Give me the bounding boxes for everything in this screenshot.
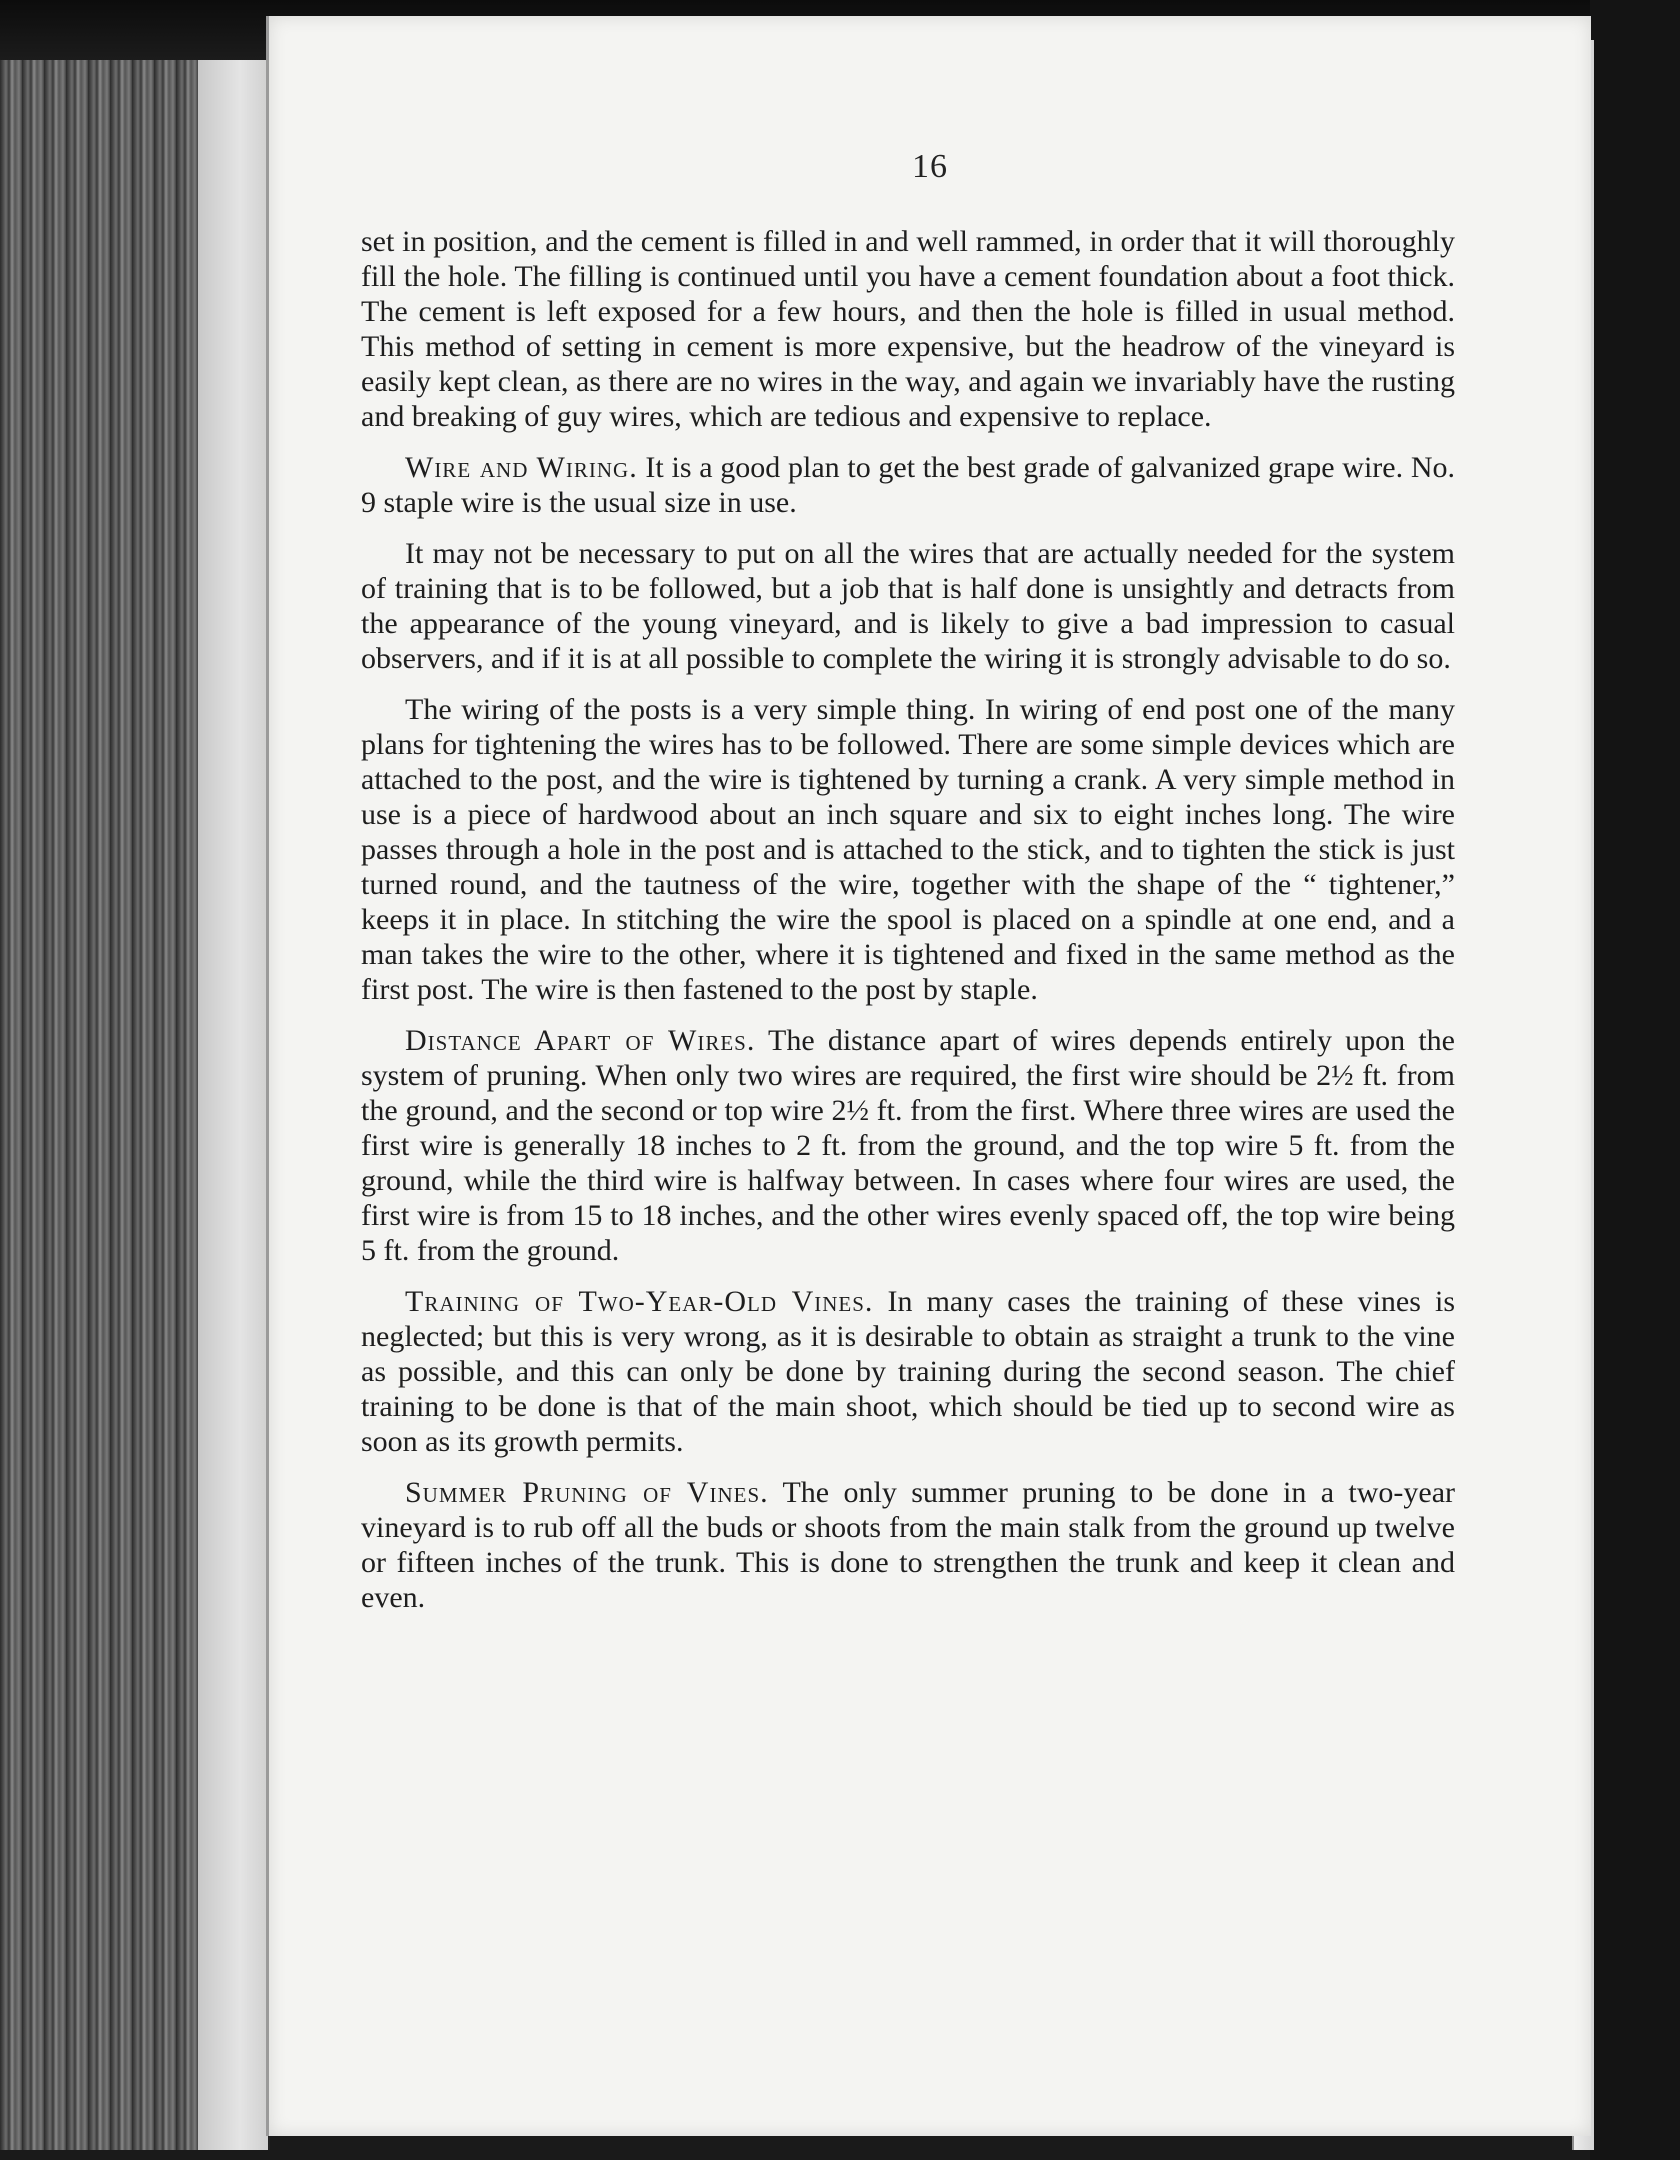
section-heading: Distance Apart of Wires. <box>405 1024 756 1057</box>
paragraph-text: It may not be necessary to put on all the wires that are actually needed for the system of training that is to be followed, but a job that is half done is unsightly and detracts from the appearance of the young vineyard, and is likely to give a bad impression to casual observers, and if it is at all possible to complete the wiring it is strongly advisable to do so. <box>361 537 1455 675</box>
scan-right-band <box>1590 0 1680 2160</box>
paragraph-distance-apart <box>361 1023 1455 1268</box>
paragraph-wiring-completion <box>361 536 1455 676</box>
paragraph-text: The only summer pruning to be done in a two-year vineyard is to rub off all the buds or shoots from the main stalk from the ground up twelve or fifteen inches of the trunk. This is done to strengthen the trunk and keep it clean and even. <box>361 1476 1456 1614</box>
paragraph-text: The distance apart of wires depends entirely upon the system of pruning. When only two wires are required, the first wire should be 2½ ft. from the ground, and the second or top wire 2½ ft. from the first. Where three wires are used the first wire is generally 18 inches to 2 ft. from the ground, and the top wire 5 ft. from the ground, while the third wire is halfway between. In cases where four wires are used, the first wire is from 15 to 18 inches, and the other wires evenly spaced off, the top wire being 5 ft. from the ground. <box>361 1024 1455 1267</box>
paragraph-training-vines <box>361 1284 1455 1459</box>
paragraph-cement-setting <box>361 224 1455 434</box>
paragraph-text: The wiring of the posts is a very simple thing. In wiring of end post one of the many plans for tightening the wires has to be followed. There are some simple devices which are attached to the post, and the wire is tightened by turning a crank. A very simple method in use is a piece of hardwood about an inch square and six to eight inches long. The wire passes through a hole in the post and is attached to the stick, and to tighten the stick is just turned round, and the tautness of the wire, together with the shape of the “ tightener,” keeps it in place. In stitching the wire the spool is placed on a spindle at one end, and a man takes the wire to the other, where it is tightened and fixed in the same method as the first post. The wire is then fastened to the post by staple. <box>361 693 1455 1006</box>
paragraph-text: set in position, and the cement is filled in and well rammed, in order that it will thoroughly fill the hole. The filling is continued until you have a cement foundation about a foot thick. The cement is left exposed for a few hours, and then the hole is filled in usual method. This method of setting in cement is more expensive, but the headrow of the vineyard is easily kept clean, as there are no wires in the way, and again we invariably have the rusting and breaking of guy wires, which are tedious and expensive to replace. <box>361 225 1455 433</box>
page-number: 16 <box>912 148 948 185</box>
section-heading: Summer Pruning of Vines. <box>405 1476 769 1509</box>
section-heading: Wire and Wiring. <box>405 451 638 484</box>
paragraph-text: It is a good plan to get the best grade of galvanized grape wire. No. 9 staple wire is the usual size in use. <box>361 451 1455 519</box>
book-page-edges <box>0 60 270 2150</box>
section-heading: Training of Two-Year-Old Vines. <box>405 1285 874 1318</box>
paragraph-wire-and-wiring <box>361 450 1455 520</box>
paragraph-wiring-posts <box>361 692 1455 1007</box>
book-page <box>266 16 1591 2136</box>
page-body <box>361 224 1455 1631</box>
paragraph-text: In many cases the training of these vines is neglected; but this is very wrong, as it is desirable to obtain as straight a trunk to the vine as possible, and this can only be done by training during the second season. The chief training to be done is that of the main shoot, which should be tied up to second wire as soon as its growth permits. <box>361 1285 1455 1458</box>
paragraph-summer-pruning <box>361 1475 1455 1615</box>
